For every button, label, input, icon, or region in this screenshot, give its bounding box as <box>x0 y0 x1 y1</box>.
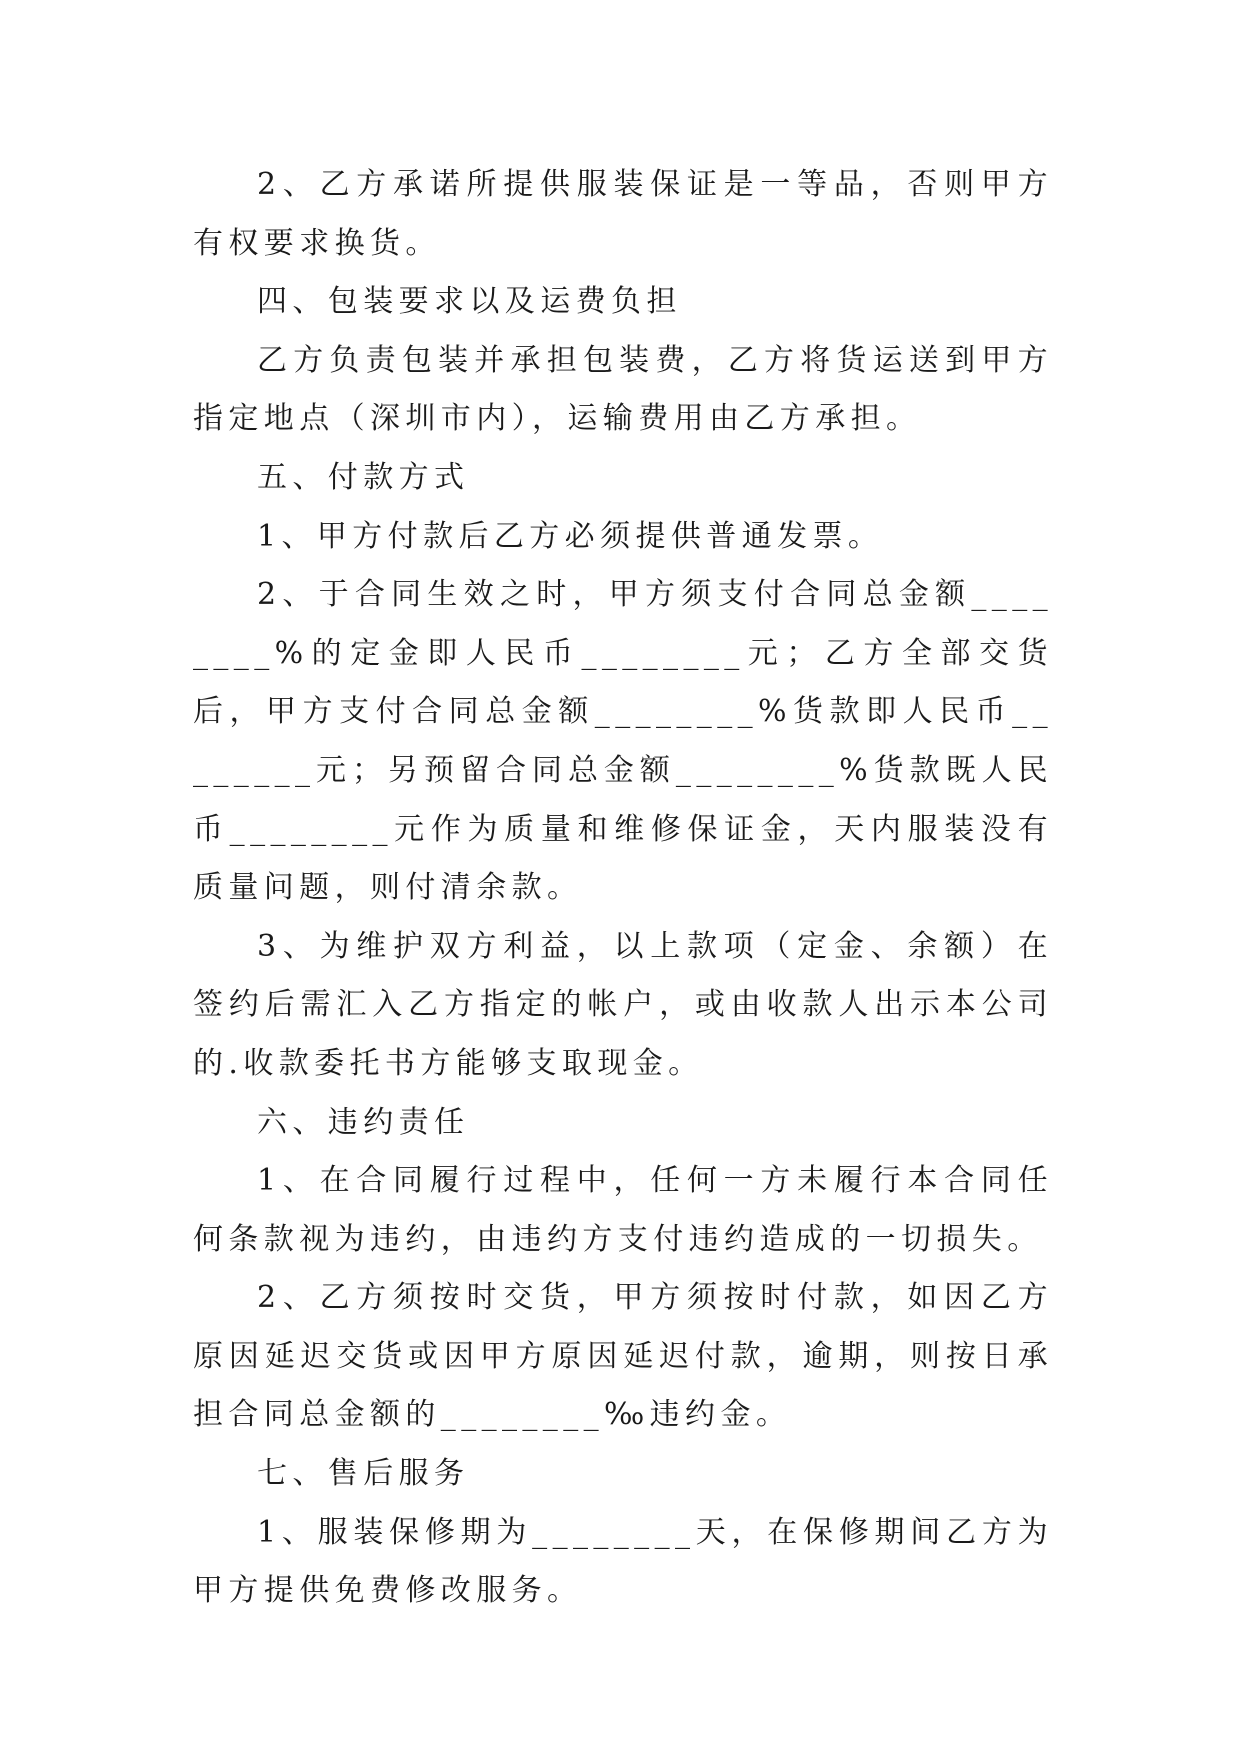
clause-3-item-2: 2、乙方承诺所提供服装保证是一等品，否则甲方有权要求换货。 <box>193 167 1053 261</box>
section-heading-payment: 五、付款方式 <box>257 459 470 495</box>
packaging-clause: 乙方负责包装并承担包装费，乙方将货运送到甲方指定地点（深圳市内），运输费用由乙方承担。 <box>193 342 1053 437</box>
section-heading-packaging: 四、包装要求以及运费负担 <box>257 284 682 320</box>
payment-item-1: 1、甲方付款后乙方必须提供普通发票。 <box>257 518 884 554</box>
liability-item-2: 2、乙方须按时交货，甲方须按时付款，如因乙方原因延迟交货或因甲方原因延迟付款，逾期，则按日承担合同总金额的________‰违约金。 <box>193 1280 1053 1433</box>
after-sales-item-1: 1、服装保修期为________天，在保修期间乙方为甲方提供免费修改服务。 <box>193 1514 1053 1609</box>
liability-item-1: 1、在合同履行过程中，任何一方未履行本合同任何条款视为违约，由违约方支付违约造成的一切损失。 <box>193 1163 1053 1257</box>
document-body <box>193 156 1053 1621</box>
section-heading-liability: 六、违约责任 <box>257 1104 470 1140</box>
payment-item-3: 3、为维护双方利益，以上款项（定金、余额）在签约后需汇入乙方指定的帐户，或由收款人出示本公司的.收款委托书方能够支取现金。 <box>193 928 1053 1081</box>
section-heading-after-sales: 七、售后服务 <box>257 1456 470 1492</box>
payment-item-2: 2、于合同生效之时，甲方须支付合同总金额________%的定金即人民币________元；乙方全部交货后，甲方支付合同总金额________%货款即人民币________元；另预留合同总金额________%货款既人民币________元作为质量和维修保证金，天内服装没有质量问题，则付清余款。 <box>193 577 1053 906</box>
